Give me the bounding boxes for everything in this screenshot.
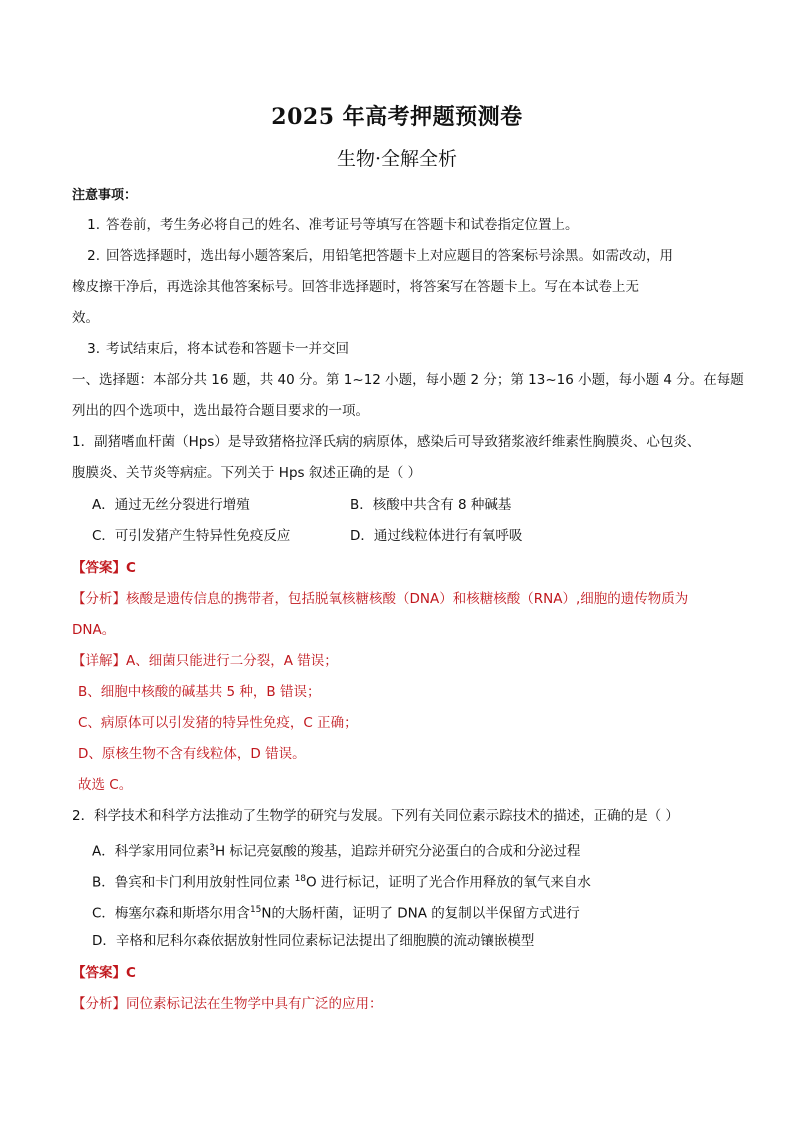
- q1-detail-d: D、原核生物不含有线粒体，D 错误。: [78, 746, 306, 762]
- q1-conclusion: 故选 C。: [78, 777, 133, 793]
- notice-item-2: [72, 241, 722, 272]
- q1-option-c: C．可引发猪产生特异性免疫反应: [92, 528, 291, 544]
- section-intro-line1: 一、选择题：本部分共 16 题，共 40 分。第 1~12 小题，每小题 2 分；第 13~16 小题，每小题 4 分。在每题: [72, 372, 744, 388]
- q1-detail-c: C、病原体可以引发猪的特异性免疫，C 正确；: [78, 715, 358, 731]
- notice-text: 答卷前，考生务必将自己的姓名、准考证号等填写在答题卡和试卷指定位置上。: [106, 217, 579, 233]
- q2-option-b-sup: 18: [294, 874, 307, 884]
- q1-option-d: D．通过线粒体进行有氧呼吸: [350, 528, 523, 544]
- q2-option-c: [92, 895, 580, 930]
- q1-stem-line2: 腹膜炎、关节炎等病症。下列关于 Hps 叙述正确的是（ ）: [72, 465, 422, 481]
- notice-item-1: [72, 210, 722, 241]
- q2-option-b-pre: B．鲁宾和卡门利用放射性同位素: [92, 874, 295, 891]
- q1-detail-b: B、细胞中核酸的碱基共 5 种，B 错误；: [78, 684, 321, 700]
- notice-number: 2.: [87, 248, 100, 264]
- q1-option-a: A．通过无丝分裂进行增殖: [92, 497, 250, 513]
- q2-option-b: [92, 864, 591, 899]
- notice-item-2-cont1: 橡皮擦干净后，再选涂其他答案标号。回答非选择题时，将答案写在答题卡上。写在本试卷上无: [72, 279, 639, 295]
- q2-analysis: 【分析】同位素标记法在生物学中具有广泛的应用：: [72, 996, 383, 1012]
- q2-option-a-pre: A．科学家用同位素: [92, 843, 210, 860]
- q1-answer: 【答案】C: [72, 560, 136, 576]
- q2-option-c-sup: 15: [249, 905, 262, 915]
- notice-heading: 注意事项：: [72, 188, 138, 203]
- page-title: 2025 年高考押题预测卷: [271, 104, 523, 130]
- q2-stem: 2．科学技术和科学方法推动了生物学的研究与发展。下列有关同位素示踪技术的描述，正确的是（ ）: [72, 808, 679, 824]
- notice-text: 回答选择题时，选出每小题答案后，用铅笔把答题卡上对应题目的答案标号涂黑。如需改动，用: [106, 248, 673, 264]
- q1-stem-line1: 1．副猪嗜血杆菌（Hps）是导致猪格拉泽氏病的病原体，感染后可导致猪浆液纤维素性胸膜炎、心包炎、: [72, 434, 701, 450]
- q2-option-c-post: N的大肠杆菌，证明了 DNA 的复制以半保留方式进行: [261, 905, 580, 922]
- q2-option-a: [92, 833, 580, 868]
- q1-analysis-line2: DNA。: [72, 622, 116, 638]
- notice-number: 3.: [87, 341, 100, 357]
- notice-number: 1.: [87, 217, 100, 233]
- q2-option-d: D．辛格和尼科尔森依据放射性同位素标记法提出了细胞膜的流动镶嵌模型: [92, 933, 535, 949]
- q2-answer: 【答案】C: [72, 965, 136, 981]
- section-intro-line2: 列出的四个选项中，选出最符合题目要求的一项。: [72, 403, 369, 419]
- q1-option-b: B．核酸中共含有 8 种碱基: [350, 497, 512, 513]
- notice-text: 考试结束后，将本试卷和答题卡一并交回: [106, 341, 349, 357]
- q2-option-a-sup: 3: [209, 843, 215, 853]
- notice-item-2-cont2: 效。: [72, 310, 99, 326]
- q2-option-a-post: H 标记亮氨酸的羧基，追踪并研究分泌蛋白的合成和分泌过程: [214, 843, 581, 860]
- q2-option-b-post: O 进行标记，证明了光合作用释放的氧气来自水: [306, 874, 591, 891]
- q2-option-c-pre: C．梅塞尔森和斯塔尔用含: [92, 905, 250, 922]
- q1-detail-a: 【详解】A、细菌只能进行二分裂，A 错误；: [72, 653, 338, 669]
- q1-analysis-line1: 【分析】核酸是遗传信息的携带者，包括脱氧核糖核酸（DNA）和核糖核酸（RNA）,细胞的遗传物质为: [72, 591, 689, 607]
- notice-item-3: [72, 334, 722, 365]
- page-subtitle: 生物·全解全析: [336, 148, 458, 170]
